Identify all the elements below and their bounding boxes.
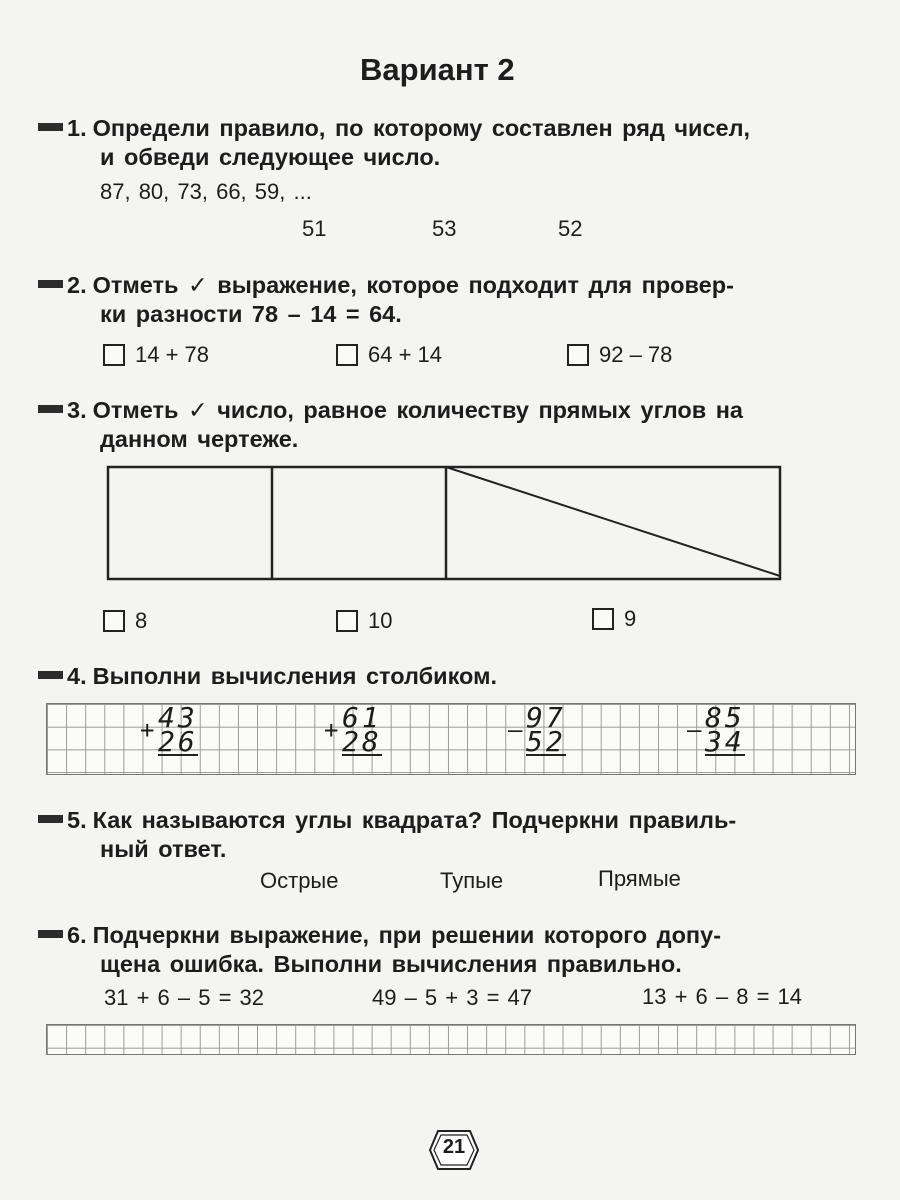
option-label: 8 xyxy=(135,608,148,633)
top-number: 85 xyxy=(705,701,745,734)
task-2-line2: ки разности 78 – 14 = 64. xyxy=(100,301,402,327)
task-number: 3. xyxy=(67,397,87,423)
task-4-line1: Выполни вычисления столбиком. xyxy=(92,663,497,689)
task-number: 2. xyxy=(67,272,87,298)
answer-option[interactable] xyxy=(336,608,392,634)
operator: + xyxy=(324,716,342,744)
task-1-line2: и обведи следующее число. xyxy=(100,144,441,170)
option-53[interactable]: 53 xyxy=(432,216,457,241)
checkbox[interactable] xyxy=(336,610,358,632)
task-3-text xyxy=(38,396,743,425)
answer-option[interactable] xyxy=(567,342,672,368)
expression-1[interactable]: 31 + 6 – 5 = 32 xyxy=(104,985,265,1010)
task-5-line1: Как называются углы квадрата? Подчеркни правиль- xyxy=(92,807,737,833)
bottom-number: 28 xyxy=(342,725,382,758)
checkbox[interactable] xyxy=(103,344,125,366)
task-number: 1. xyxy=(67,115,87,141)
task-marker xyxy=(38,815,63,823)
option-label: 10 xyxy=(368,608,393,633)
task-marker xyxy=(38,671,63,679)
answer-option[interactable] xyxy=(592,606,636,632)
task-3-line1: Отметь ✓ число, равное количеству прямых углов на xyxy=(92,397,743,423)
task-6-line1: Подчеркни выражение, при решении которого допу- xyxy=(92,922,722,948)
task-5-line2: ный ответ. xyxy=(100,836,227,862)
page-title: Вариант 2 xyxy=(360,52,515,87)
option-label: 9 xyxy=(624,606,637,631)
task-number: 6. xyxy=(67,922,87,948)
task-marker xyxy=(38,405,63,413)
answer-obtuse[interactable]: Тупые xyxy=(440,868,504,893)
task-5-text xyxy=(38,806,736,835)
bottom-number: 52 xyxy=(526,725,566,758)
checkbox[interactable] xyxy=(336,344,358,366)
task-marker xyxy=(38,930,63,938)
answer-right[interactable]: Прямые xyxy=(598,866,681,891)
column-calc-1 xyxy=(140,701,198,758)
answer-option[interactable] xyxy=(103,608,147,634)
option-52[interactable]: 52 xyxy=(558,216,583,241)
bottom-number: 34 xyxy=(705,725,745,758)
operator: – xyxy=(508,716,526,744)
task-number: 4. xyxy=(67,663,87,689)
top-number: 43 xyxy=(158,701,198,734)
geometry-drawing xyxy=(105,464,785,584)
expression-2[interactable]: 49 – 5 + 3 = 47 xyxy=(372,985,533,1010)
page-number: 21 xyxy=(442,1136,466,1158)
task-marker xyxy=(38,123,63,131)
column-calc-4 xyxy=(687,701,745,758)
operator: + xyxy=(140,716,158,744)
task-6-line2: щена ошибка. Выполни вычисления правильно. xyxy=(100,951,682,977)
outer-rectangle xyxy=(108,467,780,579)
answer-grid[interactable] xyxy=(46,1024,856,1055)
top-number: 61 xyxy=(342,701,382,734)
task-number: 5. xyxy=(67,807,87,833)
option-label: 64 + 14 xyxy=(368,342,443,367)
checkbox[interactable] xyxy=(567,344,589,366)
task-2-line1: Отметь ✓ выражение, которое подходит для провер- xyxy=(92,272,734,298)
task-3-line2: данном чертеже. xyxy=(100,426,299,452)
task-6-text xyxy=(38,921,721,950)
task-1-line1: Определи правило, по которому составлен ряд чисел, xyxy=(92,115,751,141)
top-number: 97 xyxy=(526,701,566,734)
column-calc-3 xyxy=(508,701,566,758)
checkbox[interactable] xyxy=(103,610,125,632)
bottom-number: 26 xyxy=(158,725,198,758)
option-51[interactable]: 51 xyxy=(302,216,327,241)
option-label: 14 + 78 xyxy=(135,342,210,367)
option-label: 92 – 78 xyxy=(599,342,673,367)
task-4-text xyxy=(38,662,497,691)
diagonal-line xyxy=(446,467,780,576)
task-marker xyxy=(38,280,63,288)
expression-3[interactable]: 13 + 6 – 8 = 14 xyxy=(642,984,803,1009)
column-calc-2 xyxy=(324,701,382,758)
operator: – xyxy=(687,716,705,744)
answer-option[interactable] xyxy=(336,342,442,368)
task-1-text xyxy=(38,114,750,143)
answer-acute[interactable]: Острые xyxy=(260,868,339,893)
answer-option[interactable] xyxy=(103,342,209,368)
number-sequence: 87, 80, 73, 66, 59, ... xyxy=(100,179,312,204)
task-2-text xyxy=(38,271,734,300)
checkbox[interactable] xyxy=(592,608,614,630)
